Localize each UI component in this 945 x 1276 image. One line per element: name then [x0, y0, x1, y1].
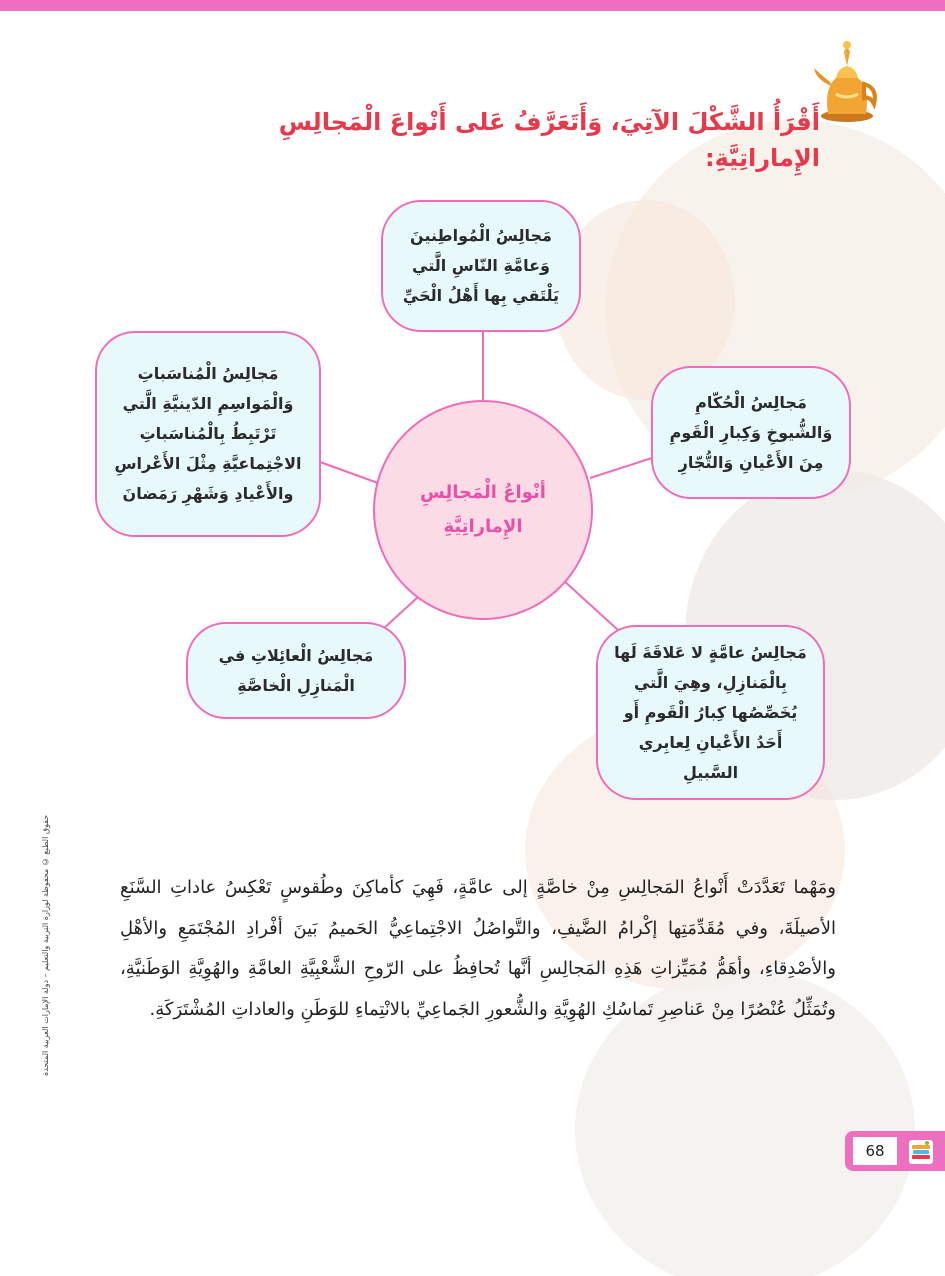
node-rulers-councils-text: مَجالِسُ الْحُكّامِ وَالشُّيوخِ وَكِبارِ الْقَومِ مِنَ الأَعْيانِ وَالتُّجّارِ	[669, 392, 833, 472]
node-occasions-councils-text: مَجالِسُ الْمُناسَباتِ وَالْمَواسِمِ الدّينيَّةِ الَّتي تَرْتَبِطُ بِالْمُناسَباتِ الاجْتِماعيَّةِ مِثْلَ الأَعْراسِ والأَعْيادِ وَشَهْرِ رَمَضانَ	[114, 364, 302, 503]
node-occasions-councils	[95, 331, 321, 537]
node-citizens-councils	[381, 200, 581, 332]
diagram-center-topic	[373, 400, 593, 620]
body-paragraph: ومَهْما تَعَدَّدَتْ أَنْواعُ المَجالِسِ مِنْ خاصَّةٍ إلى عامَّةٍ، فَهِيَ كأماكِنَ وطُقوسٍ تَعْكِسُ عاداتِ السَّنَعِ الأصيلَةَ، وفي مُقَدِّمَتِها إكْرامُ الضَّيفِ، والتَّواصُلُ الاجْتِماعِيُّ الحَميمُ بَينَ أفْرادِ المُجْتَمَعِ والأهْلِ والأصْدِقاءِ، وأهَمُّ مُمَيِّزاتِ هَذِهِ المَجالِسِ أنَّها تُحافِظُ على الرّوحِ الشَّعْبِيَّةِ العامَّةِ والهُوِيَّةِ الوَطَنيَّةِ، وتُمَثِّلُ عُنْصُرًا مِنْ عَناصِرِ تَماسُكِ الهُوِيَّةِ والشُّعورِ الجَماعِيِّ بالانْتِماءِ للوَطَنِ والعاداتِ المُشْتَرَكَةِ.	[120, 877, 836, 1020]
node-public-councils-text: مَجالِسُ عامَّةٍ لا عَلاقَةَ لَها بِالْمَنازِلِ، وهِيَ الَّتي يُخَصِّصُها كِبارُ الْقَومِ أَو أَحَدُ الأَعْيانِ لِعابِري السَّبيلِ	[614, 642, 807, 782]
node-public-councils	[596, 625, 825, 800]
node-citizens-councils-text: مَجالِسُ الْمُواطِنينَ وَعامَّةِ النّاسِ الَّتي يَلْتَقي بِها أَهْلُ الْحَيِّ	[402, 226, 560, 305]
node-family-councils-text: مَجالِسُ الْعائِلاتِ في الْمَنازِلِ الْخاصَّةِ	[218, 645, 374, 695]
book-stack-icon	[906, 1136, 936, 1166]
page-title: أَقْرَأُ الشَّكْلَ الآتِيَ، وَأَتَعَرَّفُ عَلى أَنْواعَ الْمَجالِسِ الإِماراتِيَّةِ:	[278, 108, 820, 172]
node-family-councils	[186, 622, 406, 719]
copyright-notice: حقوق الطبع © محفوظة لوزارة التربية والتعليم – دولة الإمارات العربية المتحدة	[41, 814, 50, 1076]
node-rulers-councils	[651, 366, 851, 499]
diagram-center-text: أنْواعُ الْمَجالِسِ الإِماراتِيَّةِ	[420, 482, 546, 537]
page-number: 68	[853, 1137, 897, 1165]
